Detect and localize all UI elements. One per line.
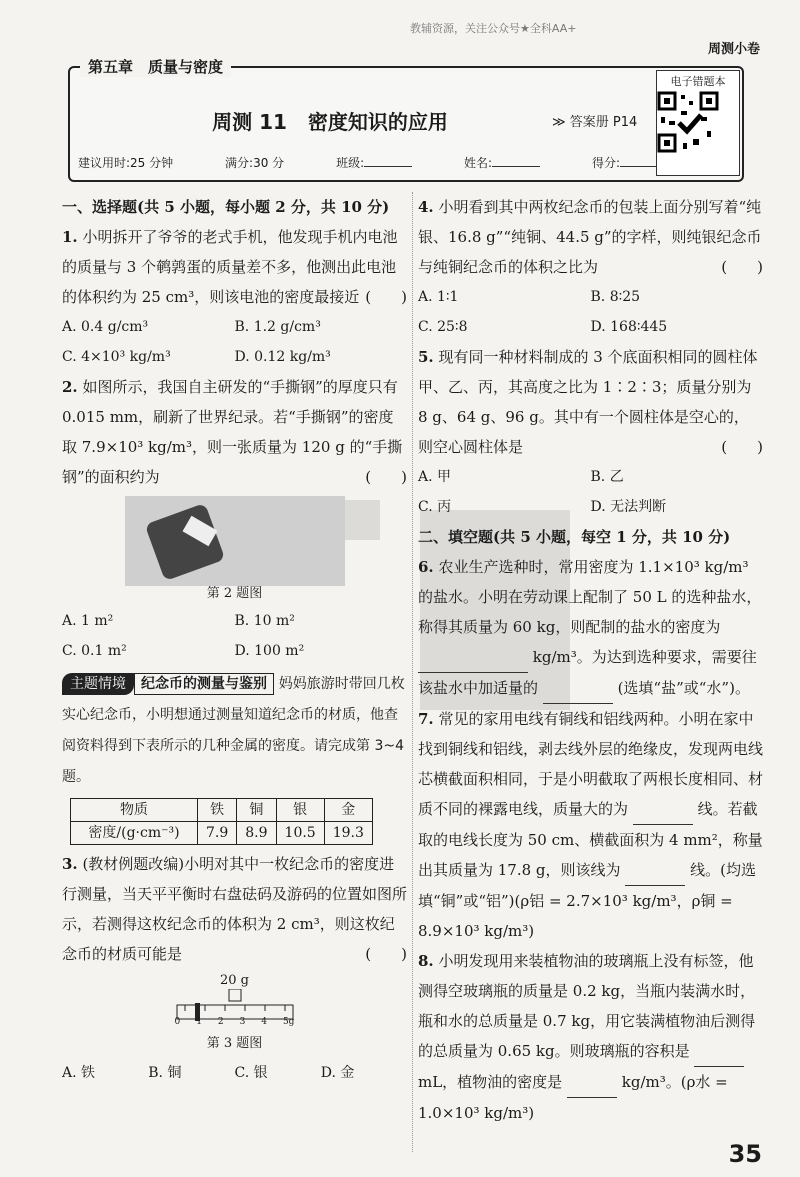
column-divider xyxy=(412,192,414,1152)
top-watermark: 教辅资源，关注公众号★全科AA+ xyxy=(410,22,577,35)
question-number: 3. xyxy=(62,855,78,873)
options xyxy=(62,606,407,666)
option-d[interactable]: D. 金 xyxy=(320,1065,355,1081)
theme-text: 妈妈旅游时带回几枚实心纪念币，小明想通过测量知道纪念币的材质，他查阅资料得到下表所示的几种金属的密度。请完成第 3~4 题。 xyxy=(62,676,405,785)
page-number: 35 xyxy=(728,1140,762,1168)
table-header: 铜 xyxy=(237,799,276,822)
meta-row xyxy=(78,154,668,171)
answer-blank[interactable] xyxy=(567,1067,617,1098)
answer-blank[interactable] xyxy=(633,794,693,825)
table-cell: 19.3 xyxy=(324,822,372,845)
question-number: 6. xyxy=(418,558,434,576)
question-text: 小明看到其中两枚纪念币的包装上面分别写着“纯银、16.8 g”“纯铜、44.5 g”的字样，则纯银纪念币与纯铜纪念币的体积之比为 xyxy=(418,198,762,276)
balance-beam-scale xyxy=(175,989,295,1025)
question-text: kg/m³。(ρ水 = 1.0×10³ kg/m³) xyxy=(418,1073,728,1122)
options xyxy=(62,312,407,372)
question-8 xyxy=(418,946,763,1128)
table-header: 金 xyxy=(324,799,372,822)
section-choice-heading: 一、选择题(共 5 小题，每小题 2 分，共 10 分) xyxy=(62,198,390,216)
section-fill-heading: 二、填空题(共 5 小题，每空 1 分，共 10 分) xyxy=(418,528,731,546)
option-b[interactable]: B. 铜 xyxy=(148,1065,182,1081)
question-text: 常见的家用电线有铜线和铝线两种。小明在家中找到铜线和铝线，剥去线外层的绝缘皮，发现两电线芯横截面积相同，于是小明截取了两根长度相同、材质不同的裸露电线，质量大的为 xyxy=(418,710,764,818)
name-field[interactable] xyxy=(492,156,540,167)
total-score: 满分:30 分 xyxy=(225,156,285,170)
question-text: 如图所示，我国自主研发的“手撕钢”的厚度只有 0.015 mm，刷新了世界纪录。若“手撕钢”的密度取 7.9×10³ kg/m³，则一张质量为 120 g 的“手撕钢”的面积约为 xyxy=(62,378,403,486)
theme-context xyxy=(62,668,407,792)
option-c[interactable]: C. 银 xyxy=(234,1065,268,1081)
question-1 xyxy=(62,222,407,372)
answer-blank[interactable] xyxy=(625,855,685,886)
qr-code-icon[interactable] xyxy=(657,91,719,153)
answer-blank[interactable] xyxy=(418,642,528,673)
question-5 xyxy=(418,342,763,522)
options xyxy=(418,282,763,342)
question-text: 小明拆开了爷爷的老式手机，他发现手机内电池的质量与 3 个鹌鹑蛋的质量差不多，他测出此电池的体积约为 25 cm³，则该电池的密度最接近 xyxy=(62,228,398,306)
question-text: 线。(均选填“铜”或“铝”)(ρ铝 = 2.7×10³ kg/m³，ρ铜 = 8.9×10³ kg/m³) xyxy=(418,861,756,940)
question-text: kg/m³。为达到选种要求，需要往该盐水中加适量的 xyxy=(418,648,757,697)
chapter-title: 第五章 质量与密度 xyxy=(80,56,231,77)
option-c[interactable]: C. 25∶8 xyxy=(418,319,468,335)
option-d[interactable]: D. 168∶445 xyxy=(590,319,668,335)
header-box xyxy=(68,58,744,182)
options xyxy=(418,462,763,522)
top-label: 周测小卷 xyxy=(707,42,760,57)
question-text: (选填“盐”或“水”)。 xyxy=(617,679,750,697)
option-d[interactable]: D. 无法判断 xyxy=(590,499,667,515)
option-b[interactable]: B. 1.2 g/cm³ xyxy=(234,319,321,335)
weight-label: 20 g xyxy=(220,973,249,988)
figure-caption: 第 2 题图 xyxy=(206,586,263,601)
test-subject: 密度知识的应用 xyxy=(307,110,448,134)
options xyxy=(62,1058,407,1088)
theme-title: 纪念币的测量与鉴别 xyxy=(134,673,274,695)
answer-paren[interactable]: ( ) xyxy=(721,438,763,456)
question-text: mL，植物油的密度是 xyxy=(418,1073,563,1091)
table-header: 铁 xyxy=(198,799,237,822)
table-header-row xyxy=(71,799,373,822)
question-6 xyxy=(418,552,763,704)
steel-foil-figure xyxy=(125,496,345,606)
suggested-time: 建议用时:25 分钟 xyxy=(78,156,174,170)
name-label: 姓名: xyxy=(464,156,493,170)
option-a[interactable]: A. 1 m² xyxy=(62,613,114,629)
answer-paren[interactable]: ( ) xyxy=(365,288,407,306)
qr-label: 电子错题本 xyxy=(670,75,726,88)
table-cell: 10.5 xyxy=(276,822,324,845)
option-a[interactable]: A. 铁 xyxy=(62,1065,96,1081)
question-2 xyxy=(62,372,407,666)
table-cell: 8.9 xyxy=(237,822,276,845)
test-title xyxy=(70,106,590,135)
tick-label: 3 xyxy=(239,1017,246,1027)
answer-paren[interactable]: ( ) xyxy=(365,945,407,963)
answer-blank[interactable] xyxy=(543,673,613,704)
question-text: (教材例题改编)小明对其中一枚纪念币的密度进行测量，当天平平衡时右盘砝码及游码的位置如图所示，若测得这枚纪念币的体积为 2 cm³，则这枚纪念币的材质可能是 xyxy=(62,855,408,963)
tick-label: 5g xyxy=(282,1017,295,1027)
question-3 xyxy=(62,849,407,1088)
question-text: 线。若截取的电线长度为 50 cm、横截面积为 4 mm²，称量出其质量为 17.8 g，则该线为 xyxy=(418,800,763,879)
option-a[interactable]: A. 0.4 g/cm³ xyxy=(62,319,149,335)
option-b[interactable]: B. 乙 xyxy=(590,469,624,485)
option-d[interactable]: D. 0.12 kg/m³ xyxy=(234,349,331,365)
answer-blank[interactable] xyxy=(694,1036,744,1067)
table-row-label: 密度/(g·cm⁻³) xyxy=(71,822,198,845)
class-label: 班级: xyxy=(336,156,365,170)
answer-paren[interactable]: ( ) xyxy=(365,468,407,486)
tick-label: 4 xyxy=(261,1017,267,1027)
table-header: 银 xyxy=(276,799,324,822)
question-text: 农业生产选种时，常用密度为 1.1×10³ kg/m³ 的盐水。小明在劳动课上配制了 50 L 的选种盐水，称得其质量为 60 kg，则配制的盐水的密度为 xyxy=(418,558,762,636)
tick-label: 0 xyxy=(174,1017,181,1027)
table-header: 物质 xyxy=(71,799,198,822)
balance-figure xyxy=(175,973,295,1052)
table-row xyxy=(71,822,373,845)
tick-label: 2 xyxy=(217,1017,224,1027)
left-column xyxy=(62,192,407,1088)
option-b[interactable]: B. 8∶25 xyxy=(590,289,641,305)
option-b[interactable]: B. 10 m² xyxy=(234,613,295,629)
class-field[interactable] xyxy=(364,156,412,167)
theme-tag: 主题情境 xyxy=(62,673,134,695)
question-text: 现有同一种材料制成的 3 个底面积相同的圆柱体甲、乙、丙，其高度之比为 1∶2∶3；质量分别为 8 g、64 g、96 g。其中有一个圆柱体是空心的，则空心圆柱体是 xyxy=(418,348,758,456)
option-a[interactable]: A. 1∶1 xyxy=(418,289,459,305)
option-c[interactable]: C. 0.1 m² xyxy=(62,643,127,659)
question-number: 5. xyxy=(418,348,434,366)
answer-paren[interactable]: ( ) xyxy=(721,258,763,276)
question-number: 2. xyxy=(62,378,78,396)
tick-label: 1 xyxy=(196,1017,202,1027)
answer-reference: ≫ 答案册 P14 xyxy=(552,115,638,130)
score-label: 得分: xyxy=(591,156,620,170)
question-4 xyxy=(418,192,763,342)
question-7 xyxy=(418,704,763,946)
question-number: 8. xyxy=(418,952,434,970)
table-cell: 7.9 xyxy=(198,822,237,845)
option-c[interactable]: C. 丙 xyxy=(418,499,452,515)
question-number: 7. xyxy=(418,710,434,728)
option-d[interactable]: D. 100 m² xyxy=(234,643,305,659)
option-c[interactable]: C. 4×10³ kg/m³ xyxy=(62,349,171,365)
option-a[interactable]: A. 甲 xyxy=(418,469,452,485)
density-table xyxy=(70,798,373,845)
question-number: 4. xyxy=(418,198,434,216)
qr-code-panel[interactable] xyxy=(656,70,740,176)
right-column xyxy=(418,192,763,1128)
figure-caption: 第 3 题图 xyxy=(206,1036,263,1051)
test-number: 周测 11 xyxy=(212,110,287,134)
question-text: 小明发现用来装植物油的玻璃瓶上没有标签，他测得空玻璃瓶的质量是 0.2 kg，当瓶内装满水时，瓶和水的总质量是 0.7 kg，用它装满植物油后测得的总质量为 0.65 kg。则玻璃瓶的容积是 xyxy=(418,952,756,1060)
question-number: 1. xyxy=(62,228,78,246)
